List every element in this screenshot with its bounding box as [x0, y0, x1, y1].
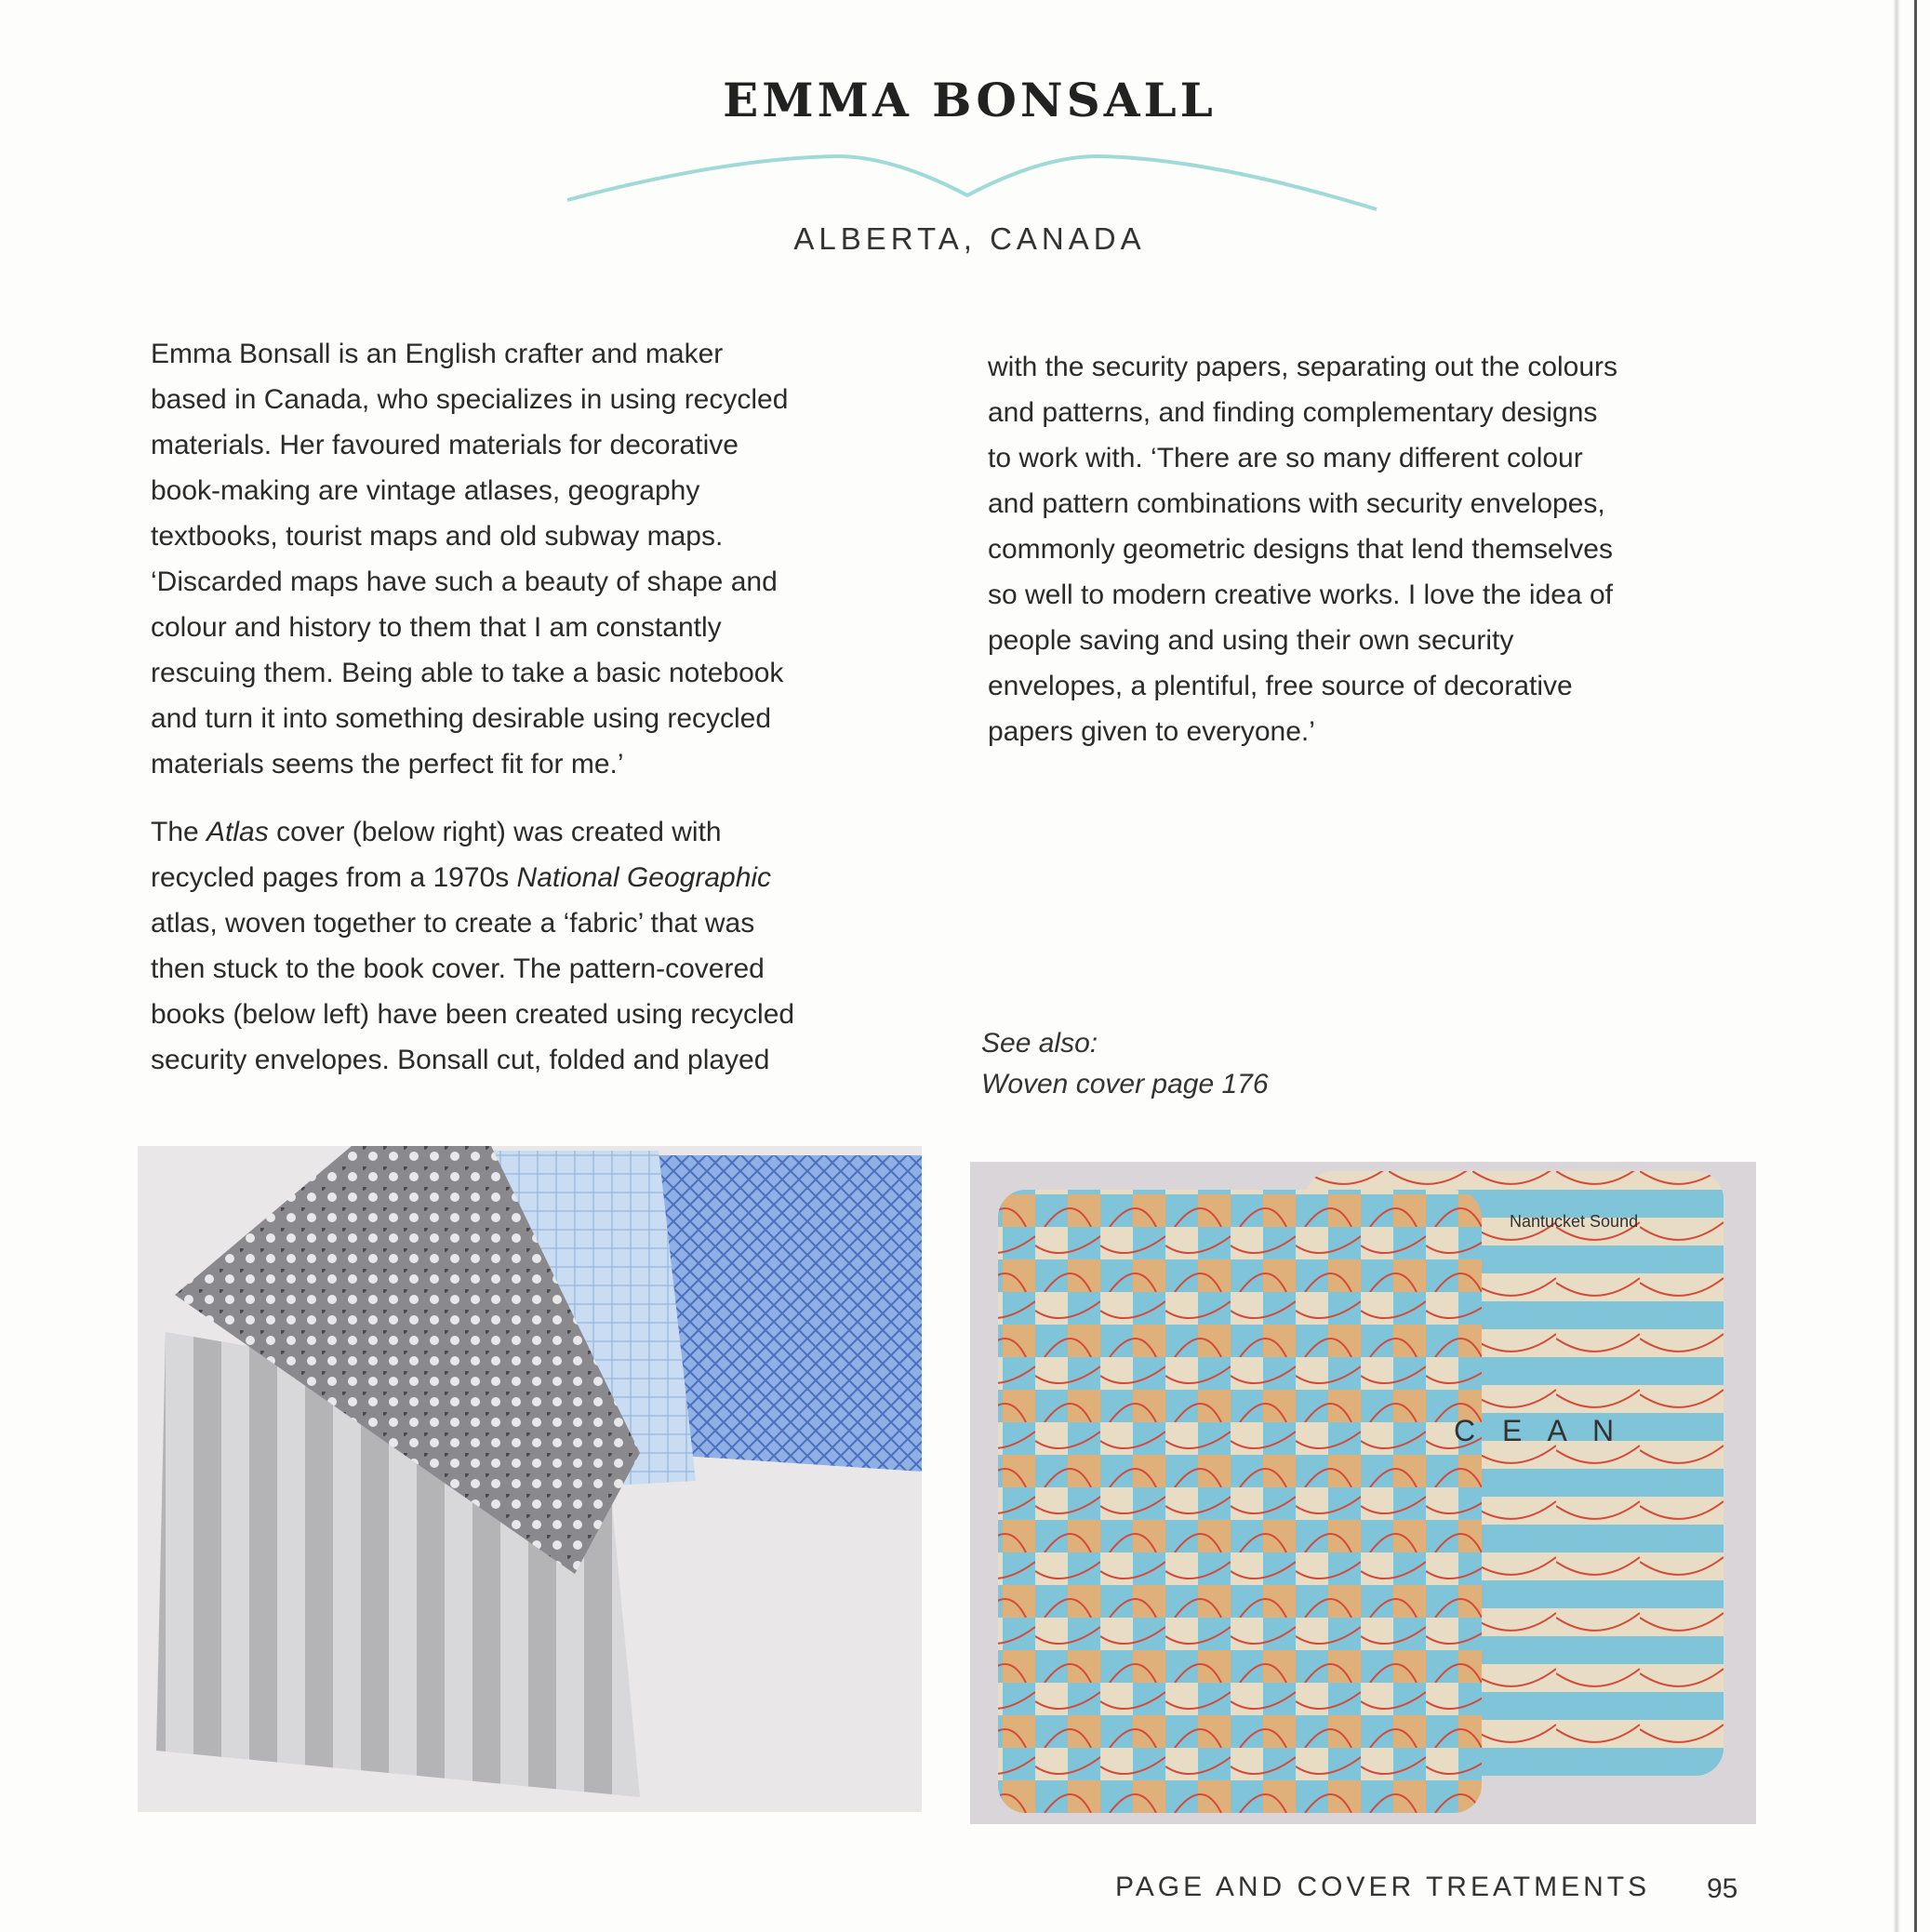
photo-security-envelope-notebooks [138, 1146, 922, 1812]
decorative-swoosh [558, 140, 1386, 214]
page-number: 95 [1707, 1873, 1738, 1904]
text-line: with the security papers, separating out the colours [988, 352, 1618, 382]
text-line: book-making are vintage atlases, geography [151, 475, 700, 506]
text-line: papers given to everyone.’ [988, 716, 1315, 747]
page-title: EMMA BONSALL [723, 73, 1217, 127]
see-also-label: See also: [981, 1028, 1098, 1059]
italic-title-national-geographic: National Geographic [516, 862, 772, 893]
text-line: and turn it into something desirable using recycled [151, 703, 772, 734]
italic-title-atlas: Atlas [206, 817, 269, 847]
see-also-reference: Woven cover page 176 [981, 1069, 1269, 1099]
intro-paragraph [151, 331, 932, 787]
text: The [151, 817, 207, 847]
text-line: envelopes, a plentiful, free source of decorative [988, 671, 1573, 701]
notebooks-illustration [138, 1146, 922, 1812]
atlas-paragraph [151, 809, 932, 1083]
text-line: Emma Bonsall is an English crafter and maker [151, 339, 724, 369]
text-line: security envelopes. Bonsall cut, folded and played [151, 1045, 770, 1075]
text-line [151, 855, 932, 900]
text-line: based in Canada, who specializes in using recycled [151, 384, 789, 415]
text-line: so well to modern creative works. I love the idea of [988, 580, 1613, 610]
map-label: Nantucket Sound [1510, 1212, 1639, 1231]
text-line [151, 809, 932, 855]
text-line: atlas, woven together to create a ‘fabric’ that was [151, 908, 755, 939]
text-line: ‘Discarded maps have such a beauty of shape and [151, 566, 778, 597]
text-line: to work with. ‘There are so many different colour [988, 443, 1583, 473]
page-edge-line [1914, 0, 1917, 1932]
text-line: and pattern combinations with security envelopes, [988, 488, 1605, 519]
page-subtitle-location: ALBERTA, CANADA [793, 221, 1146, 256]
text-line: and patterns, and finding complementary designs [988, 397, 1598, 428]
text-line: rescuing them. Being able to take a basic notebook [151, 658, 784, 688]
left-text-column [151, 331, 932, 1083]
map-label: C E A N [1454, 1414, 1624, 1447]
atlas-notebooks-illustration [970, 1162, 1756, 1824]
text-line: books (below left) have been created using recycled [151, 999, 795, 1030]
text-line: people saving and using their own security [988, 625, 1514, 656]
text-line: materials. Her favoured materials for decorative [151, 430, 739, 460]
right-text-column [988, 344, 1778, 754]
text: cover (below right) was created with [268, 817, 722, 847]
see-also-note [981, 1023, 1269, 1105]
text-line: colour and history to them that I am constantly [151, 612, 722, 643]
page-binding-shadow [1893, 0, 1900, 1932]
text-line: then stuck to the book cover. The pattern-covered [151, 953, 765, 984]
photo-atlas-woven-notebooks [970, 1162, 1756, 1824]
text-line: materials seems the perfect fit for me.’ [151, 749, 624, 779]
text: recycled pages from a 1970s [151, 862, 517, 893]
text-line: commonly geometric designs that lend themselves [988, 534, 1613, 565]
text-line: textbooks, tourist maps and old subway maps. [151, 521, 724, 552]
footer-section-title: PAGE AND COVER TREATMENTS [1115, 1872, 1651, 1902]
